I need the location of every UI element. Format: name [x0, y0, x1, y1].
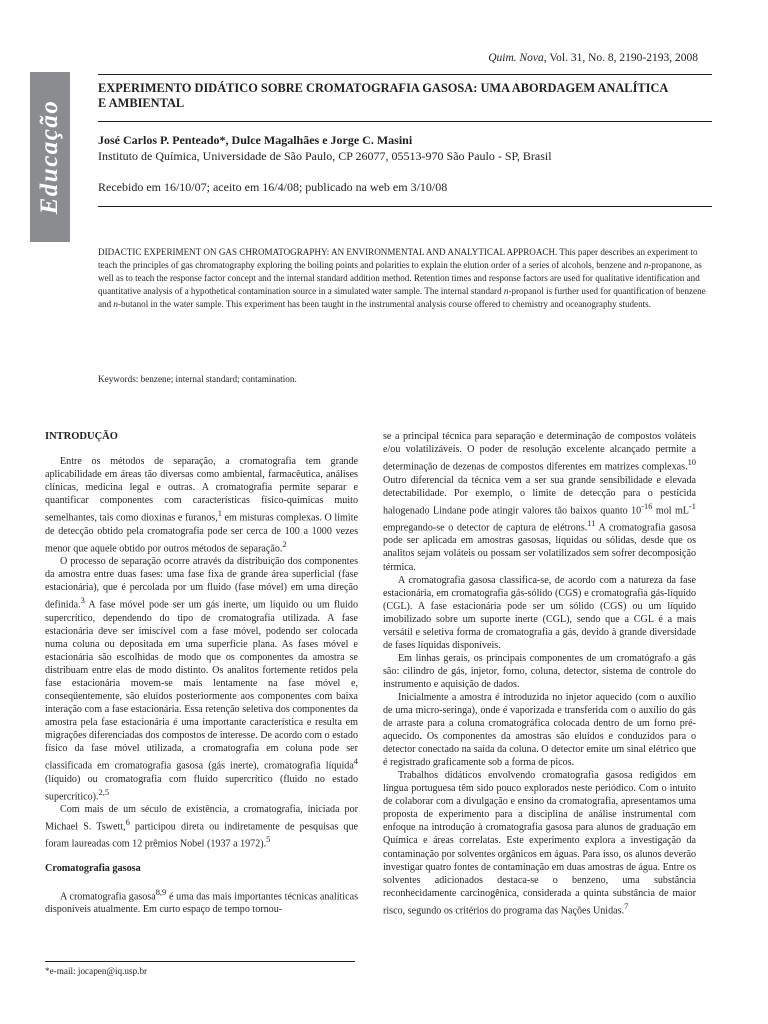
heading-introducao: INTRODUÇÃO [45, 431, 118, 442]
right-column [383, 430, 696, 917]
abstract: DIDACTIC EXPERIMENT ON GAS CHROMATOGRAPHY: AN ENVIRONMENTAL AND ANALYTICAL APPROACH. This paper describes an experiment to teach the principles of gas chromatography exploring the boiling points and polarities to explain the elution order of a series of alcohols, benzene and n-propanone, as well as to teach the response factor concept and the internal standard addition method. Retention times and response factors are used for qualitative identification and quantitative analysis of a hypothetical contamination source in a simulated water sample. The internal standard n-propanol is further used for quantification of benzene and n-butanol in the water sample. This experiment has been taught in the instrumental analysis course offered to chemistry and oceanography students. [98, 247, 706, 309]
article-title: EXPERIMENTO DIDÁTICO SOBRE CROMATOGRAFIA GASOSA: UMA ABORDAGEM ANALÍTICA E AMBIENTAL [98, 81, 668, 110]
section-tab [30, 72, 70, 242]
gc-paragraph-2: A cromatografia gasosa classifica-se, de acordo com a natureza da fase estacionária, em cromatografia gás-sólido (CGS) e cromatografia gás-líquido (CGL). A fase estacionária pode ser um sólido (CGS) ou um líquido imobilizado sobre um suporte inerte (CGL), sendo que a CGL é a mais versátil e seletiva forma de cromatografia a gás, devido à grande diversidade de fases líquidas disponíveis. [383, 574, 696, 651]
title-rule [98, 121, 712, 122]
footnote-email: *e-mail: jocapen@iq.usp.br [45, 966, 148, 976]
keywords: Keywords: benzene; internal standard; contamination. [98, 374, 297, 384]
heading-cromatografia-gasosa: Cromatografia gasosa [45, 862, 141, 874]
affiliation: Instituto de Química, Universidade de São Paulo, CP 26077, 05513-970 São Paulo - SP, Brasil [98, 149, 552, 163]
authors: José Carlos P. Penteado*, Dulce Magalhães e Jorge C. Masini [98, 133, 413, 147]
citation: , Vol. 31, No. 8, 2190-2193, 2008 [543, 52, 698, 64]
gc-paragraph-4: Inicialmente a amostra é introduzida no injetor aquecido (com o auxílio de uma micro-seringa), onde é vaporizada e transferida com o auxílio do gás de arraste para a coluna cromatográfica colocada dentro de um forno pré-aquecido. Os componentes da amostras são eluídos e conduzidos para o detector conectado na saída da coluna. O detector emite um sinal elétrico que é registrado graficamente sob a forma de picos. [383, 691, 696, 769]
section-tab-label: Educação [36, 99, 63, 215]
top-rule [98, 74, 712, 75]
footnote-rule [45, 961, 355, 962]
intro-paragraph-3: Com mais de um século de existência, a cromatografia, iniciada por Michael S. Tswett,$^6$ participou direta ou indiretamente de pesquisas que foram laureadas com 12 prêmios Nobel (1937 a 1972).$^5$ [45, 803, 358, 850]
gc-paragraph-1: A cromatografia gasosa$^{8,9}$ é uma das mais importantes técnicas analíticas disponíveis atualmente. Em curto espaço de tempo tornou- [45, 887, 358, 916]
gc-paragraph-3: Em linhas gerais, os principais componentes de um cromatógrafo a gás são: cilindro de gás, injetor, forno, coluna, detector, sistema de controle do instrumento e aquisição de dados. [383, 652, 696, 690]
intro-paragraph-2: O processo de separação ocorre através da distribuição dos componentes da amostra entre duas fases: uma fase fixa de grande área superficial (fase estacionária), que é percolada por um fluido (fase móvel) em uma direção definida.$^3$ A fase móvel pode ser um gás inerte, um líquido ou um fluido supercrítico, dependendo do tipo de cromatografia utilizada. A fase estacionária deve ser imiscível com a fase móvel, podendo ser colocada numa coluna ou depositada em uma superfície plana. As fases móvel e estacionária são escolhidas de modo que os componentes da amostra se distribuam entre elas de modo distinto. Os analitos fortemente retidos pela fase estacionária movem-se mais lentamente na fase móvel e, conseqüentemente, são eluídos posteriormente aos componentes com baixa interação com a fase estacionária. Essa retenção seletiva dos componentes da amostra pela fase estacionária é uma importante característica e resulta em migrações diferenciadas dos compostos de interesse. De acordo com o estado físico da fase móvel utilizada, a cromatografia em coluna pode ser classificada em cromatografia gasosa (gás inerte), cromatografia líquida$^4$ (líquido) ou cromatografia com fluido supercrítico (fluido no estado supercrítico).$^{2,5}$ [45, 556, 358, 802]
header-bottom-rule [98, 206, 712, 207]
gc-paragraph-5: Trabalhos didáticos envolvendo cromatografia gasosa redigidos em língua portuguesa têm sido pouco explorados neste periódico. Com o intuito de colaborar com a divulgação e ensino da cromatografia, apresentamos uma proposta de experimento para a disciplina de análise instrumental com enfoque na introdução à cromatografia gasosa para alunos de graduação em Química e áreas correlatas. Este experimento explora a investigação da contaminação por solventes orgânicos em águas. Para isso, os alunos deverão investigar quatro fontes de contaminação em duas amostras de água. Entre os solventes adicionados destaca-se o benzeno, uma substância reconhecidamente carcinogênica, considerada a quinta substância de maior risco, segundo os critérios do programa das Nações Unidas.$^7$ [383, 770, 696, 917]
running-head [488, 52, 698, 64]
journal-name: Quim. Nova [488, 52, 544, 64]
left-column [45, 430, 358, 916]
intro-paragraph-1: Entre os métodos de separação, a cromatografia tem grande aplicabilidade em áreas tão diversas como ambiental, farmacêutica, análises clínicas, medicina legal e outras. A cromatografia permite separar e quantificar componentes com características físico-químicas muito semelhantes, tais como dioxinas e furanos,$^1$ em misturas complexas. O limite de detecção obtido pela cromatografia pode ser cerca de 100 a 1000 vezes menor que aquele obtido por outros métodos de separação.$^2$ [45, 456, 358, 554]
gc-paragraph-1-cont: se a principal técnica para separação e determinação de compostos voláteis e/ou volatilizáveis. O poder de resolução excelente alcançado permite a determinação de dezenas de compostos diferentes em matrizes complexas.$^{10}$ Outro diferencial da técnica vem a ser sua grande sensibilidade e elevada detectabilidade. Por exemplo, o limite de detecção para o pesticida halogenado Lindane pode atingir valores tão baixos quanto $10^{-16}$ mol $mL^{-1}$ empregando-se o detector de captura de elétrons.$^{11}$ A cromatografia gasosa pode ser aplicada em amostras gasosas, líquidas ou sólidas, desde que os analitos sejam voláteis ou possam ser volatilizados sem sofrer decomposição térmica. [383, 431, 696, 573]
received-dates: Recebido em 16/10/07; aceito em 16/4/08; publicado na web em 3/10/08 [98, 180, 448, 194]
